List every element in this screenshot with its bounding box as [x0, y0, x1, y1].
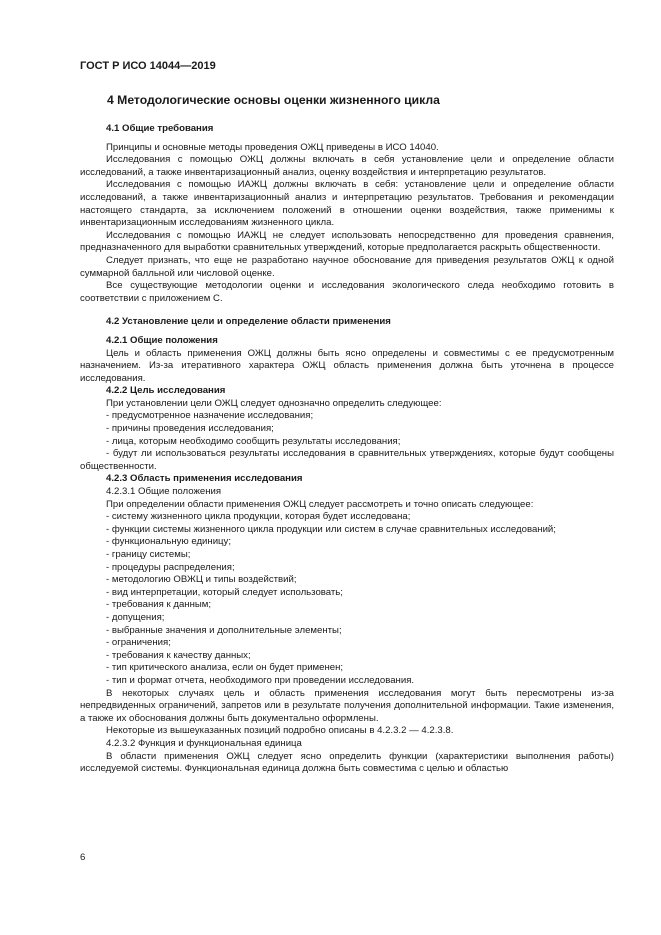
list-item: - тип критического анализа, если он будет применен; [106, 662, 344, 674]
list-item: - лица, которым необходимо сообщить результаты исследования; [106, 435, 401, 447]
page-number: 6 [80, 852, 86, 863]
paragraph: Исследования с помощью ИАЖЦ не следует использовать непосредственно для проведения сравнения, предназначенного для выработки сравнительных утверждений, которые предполагается раскрыть общественности. [80, 229, 614, 254]
heading-4-1: 4.1 Общие требования [106, 123, 214, 134]
paragraph: Исследования с помощью ИАЖЦ должны включать в себя: установление цели и определение области исследований, а также инвентаризационный анализ и интерпретацию результатов. Требования и рекомендации настоящего стандарта, за исключением положений в отношении оценки воздействия, также применимы к инвентаризационным исследованиям жизненного цикла. [80, 179, 614, 229]
list-item: - функциональную единицу; [106, 536, 232, 548]
paragraph: В некоторых случаях цель и область применения исследования могут быть пересмотрены из-за непредвиденных ограничений, запретов или в результате получения дополнительной информации. Такие изменения, а также их обоснования должны быть документально оформлены. [80, 687, 614, 724]
list-item: - выбранные значения и дополнительные элементы; [106, 624, 342, 636]
list-item: - тип и формат отчета, необходимого при проведении исследования. [106, 674, 415, 686]
heading-4-2-3-1: 4.2.3.1 Общие положения [106, 486, 222, 498]
list-item: - методологию ОВЖЦ и типы воздействий; [106, 574, 297, 586]
paragraph: Принципы и основные методы проведения ОЖЦ приведены в ИСО 14040. [106, 141, 439, 153]
paragraph: При установлении цели ОЖЦ следует однозначно определить следующее: [106, 397, 442, 409]
list-item: - предусмотренное назначение исследования; [106, 410, 314, 422]
list-item: - систему жизненного цикла продукции, которая будет исследована; [106, 511, 411, 523]
paragraph: При определении области применения ОЖЦ следует рассмотреть и точно описать следующее: [106, 498, 534, 510]
heading-4-2-3-2: 4.2.3.2 Функция и функциональная единица [106, 737, 302, 749]
heading-4-2-3: 4.2.3 Область применения исследования [106, 473, 303, 485]
paragraph: Следует признать, что еще не разработано научное обоснование для приведения результатов ОЖЦ к одной суммарной балльной или числовой оценке. [80, 254, 614, 279]
list-item: - требования к данным; [106, 599, 212, 611]
paragraph: Цель и область применения ОЖЦ должны быть ясно определены и совместимы с ее предусмотренным назначением. Из-за итеративного характера ОЖЦ область применения должна быть уточнена в процессе исследования. [80, 347, 614, 384]
list-item: - причины проведения исследования; [106, 423, 274, 435]
list-item: - будут ли использоваться результаты исследования в сравнительных утверждениях, которые будут сообщены общественности. [80, 448, 614, 472]
heading-4-2: 4.2 Установление цели и определение области применения [106, 316, 391, 328]
paragraph: В области применения ОЖЦ следует ясно определить функции (характеристики выполнения работы) исследуемой системы. Функциональная единица должна быть совместима с целью и областью [80, 750, 614, 775]
paragraph: Все существующие методологии оценки и исследования экологического следа необходимо готовить в соответствии с приложением С. [80, 280, 614, 304]
paragraph: Некоторые из вышеуказанных позиций подробно описаны в 4.2.3.2 — 4.2.3.8. [106, 725, 454, 737]
list-item: - процедуры распределения; [106, 561, 235, 573]
section-title: 4 Методологические основы оценки жизненного цикла [107, 93, 440, 107]
document-id: ГОСТ Р ИСО 14044—2019 [80, 60, 216, 72]
list-item: - вид интерпретации, который следует использовать; [106, 586, 343, 598]
page-content [80, 92, 614, 776]
heading-4-2-1: 4.2.1 Общие положения [106, 334, 218, 346]
paragraph: Исследования с помощью ОЖЦ должны включать в себя установление цели и определение области исследований, а также инвентаризационный анализ, оценку воздействия и интерпретацию результатов. [80, 154, 614, 178]
list-item: - функции системы жизненного цикла продукции или систем в случае сравнительных исследований; [106, 523, 556, 535]
list-item: - допущения; [106, 611, 165, 623]
heading-4-2-2: 4.2.2 Цель исследования [106, 385, 226, 397]
list-item: - требования к качеству данных; [106, 649, 251, 661]
list-item: - ограничения; [106, 637, 171, 649]
list-item: - границу системы; [106, 549, 191, 560]
